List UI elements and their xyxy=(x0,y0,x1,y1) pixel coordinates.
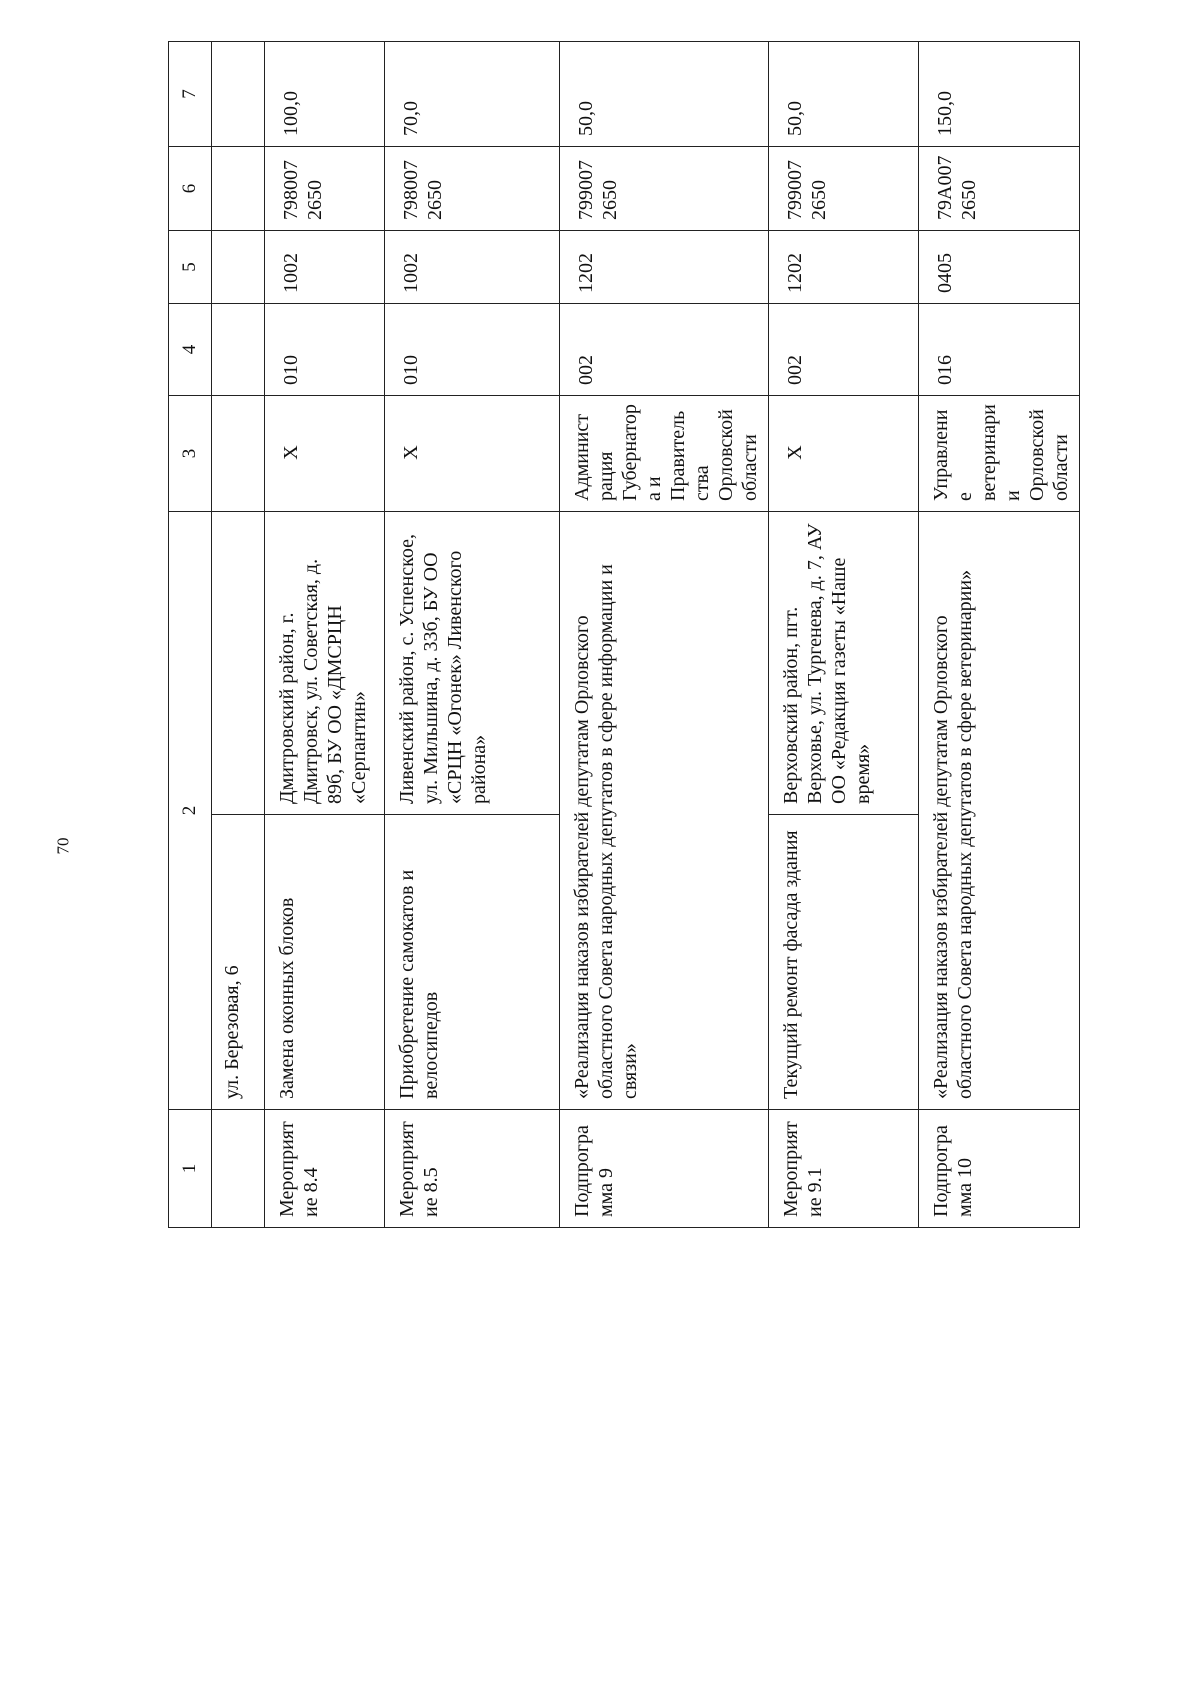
row-title: «Реализация наказов избирателей депутатам Орловского областного Совета народных депутатов в сфере информации и связи» xyxy=(560,512,769,1110)
row-grbs: 010 xyxy=(265,304,385,396)
row-amount: 50,0 xyxy=(769,42,919,147)
header-col-3: 3 xyxy=(169,396,212,512)
row-address: Дмитровский район, г. Дмитровск, ул. Советская, д. 89б, БУ ОО «ДМСРЦН «Серпантин» xyxy=(265,512,385,815)
header-col-6: 6 xyxy=(169,147,212,231)
row-executor: Х xyxy=(769,396,919,512)
row-csr: 7990072650 xyxy=(560,147,769,231)
row-grbs: 002 xyxy=(560,304,769,396)
budget-table xyxy=(168,41,1080,1228)
row-csr: 79А0072650 xyxy=(919,147,1080,231)
header-col-7: 7 xyxy=(169,42,212,147)
table-cell xyxy=(212,42,265,147)
table-row xyxy=(560,42,769,1228)
row-title: Приобретение самокатов и велосипедов xyxy=(385,815,560,1110)
row-code: Мероприятие 8.4 xyxy=(265,1110,385,1228)
table-cell xyxy=(212,512,265,815)
table-row xyxy=(265,42,385,1228)
table-cell: ул. Березовая, 6 xyxy=(212,815,265,1110)
table-row xyxy=(919,42,1080,1228)
rotated-table-wrapper xyxy=(168,42,1072,1228)
row-executor: Х xyxy=(265,396,385,512)
row-csr: 7990072650 xyxy=(769,147,919,231)
table-cell xyxy=(212,304,265,396)
page-number: 70 xyxy=(53,837,72,855)
row-amount: 70,0 xyxy=(385,42,560,147)
table-row xyxy=(385,42,560,1228)
table-row xyxy=(769,42,919,1228)
row-title: Текущий ремонт фасада здания xyxy=(769,815,919,1110)
row-title: Замена оконных блоков xyxy=(265,815,385,1110)
table-cell xyxy=(212,396,265,512)
row-executor: Х xyxy=(385,396,560,512)
row-title: «Реализация наказов избирателей депутатам Орловского областного Совета народных депутатов в сфере ветеринарии» xyxy=(919,512,1080,1110)
row-csr: 7980072650 xyxy=(385,147,560,231)
header-col-2: 2 xyxy=(169,512,212,1110)
row-rzpr: 1202 xyxy=(560,231,769,304)
table-cell xyxy=(212,147,265,231)
row-code: Подпрограмма 10 xyxy=(919,1110,1080,1228)
continuation-row xyxy=(212,42,265,1228)
row-rzpr: 1002 xyxy=(265,231,385,304)
row-amount: 100,0 xyxy=(265,42,385,147)
row-executor: Управление ветеринарии Орловской области xyxy=(919,396,1080,512)
row-grbs: 002 xyxy=(769,304,919,396)
row-rzpr: 1202 xyxy=(769,231,919,304)
row-csr: 7980072650 xyxy=(265,147,385,231)
row-code: Мероприятие 9.1 xyxy=(769,1110,919,1228)
row-address: Ливенский район, с. Успенское, ул. Мильшина, д. 33б, БУ ОО «СРЦН «Огонек» Ливенского района» xyxy=(385,512,560,815)
row-grbs: 016 xyxy=(919,304,1080,396)
table-cell xyxy=(212,231,265,304)
row-code: Подпрограмма 9 xyxy=(560,1110,769,1228)
table-cell xyxy=(212,1110,265,1228)
row-grbs: 010 xyxy=(385,304,560,396)
row-address: Верховский район, пгт. Верховье, ул. Тургенева, д. 7, АУ ОО «Редакция газеты «Наше время» xyxy=(769,512,919,815)
row-amount: 50,0 xyxy=(560,42,769,147)
header-row xyxy=(169,42,212,1228)
row-code: Мероприятие 8.5 xyxy=(385,1110,560,1228)
row-executor: Администрация Губернатора и Правительства Орловской области xyxy=(560,396,769,512)
header-col-5: 5 xyxy=(169,231,212,304)
header-col-1: 1 xyxy=(169,1110,212,1228)
row-amount: 150,0 xyxy=(919,42,1080,147)
header-col-4: 4 xyxy=(169,304,212,396)
row-rzpr: 1002 xyxy=(385,231,560,304)
row-rzpr: 0405 xyxy=(919,231,1080,304)
